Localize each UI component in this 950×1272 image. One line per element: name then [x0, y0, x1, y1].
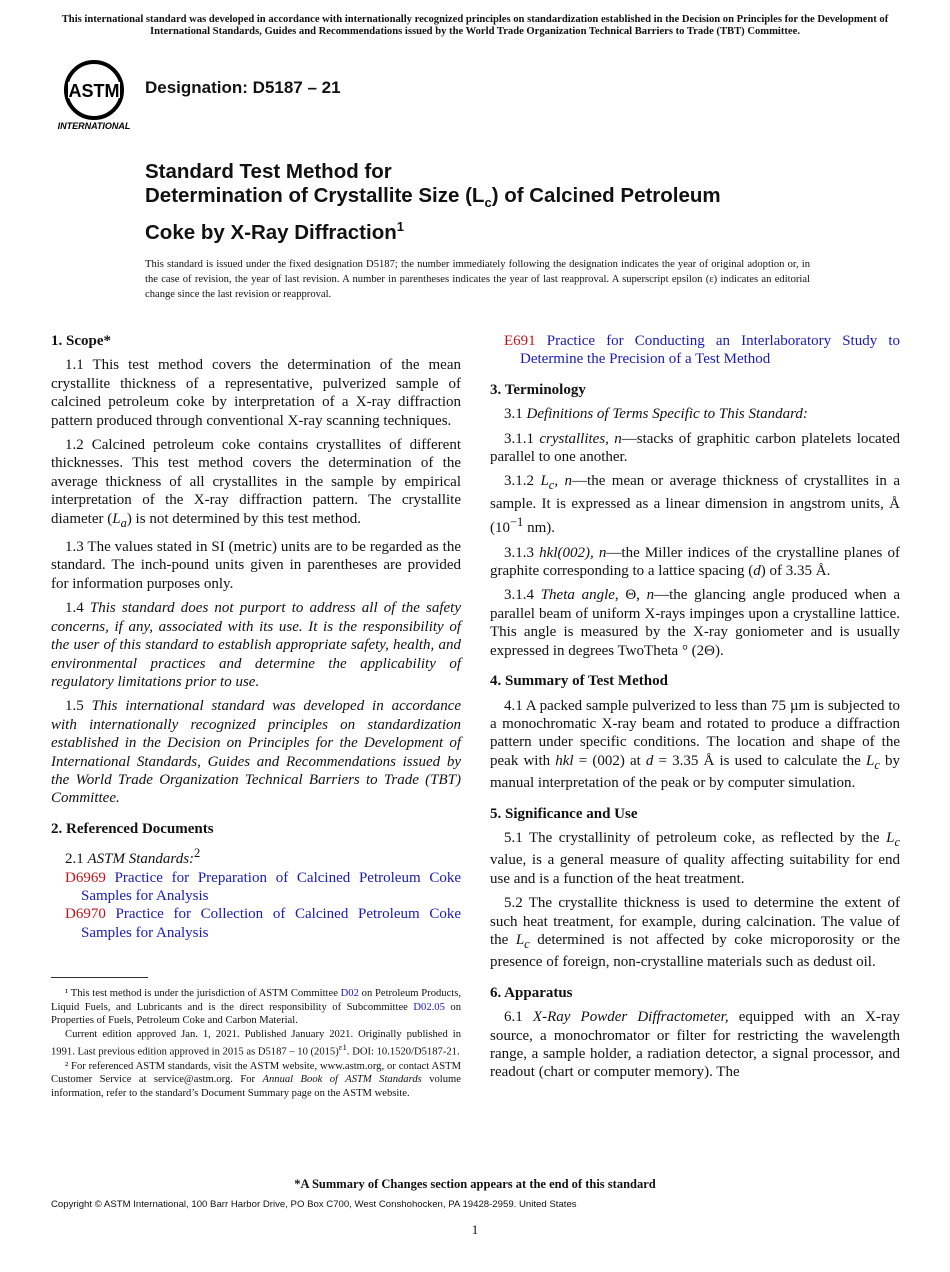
- page-number: 1: [471, 1222, 479, 1237]
- copyright: Copyright © ASTM International, 100 Barr Harbor Drive, PO Box C700, West Conshohocken, PA 19428-2959. United States: [51, 1199, 577, 1210]
- para-4-1: 4.1 A packed sample pulverized to less than 75 µm is subjected to a monochromatic X-ray beam and rotated to produce a diffraction pattern under specific conditions. The location and shape of the peak with hkl = (002) at d = 3.35 Å is used to calculate the $L_c$ by manual interpretation of the peak or by computer simulation.: [490, 697, 901, 792]
- para-1-4: 1.4 This standard does not purport to address all of the safety concerns, if any, associated with its use. It is the responsibility of the user of this standard to establish appropriate safety, health, and environmental practices and determine the applicability of regulatory limitations prior to use.: [51, 600, 462, 690]
- reference-d6969[interactable]: D6969 Practice for Preparation of Calcined Petroleum Coke Samples for Analysis: [65, 869, 462, 904]
- link-d02[interactable]: D02: [340, 988, 359, 999]
- para-1-2: 1.2 Calcined petroleum coke contains crystallites of different thicknesses. This test method covers the determination of the average thickness of all crystallites in the sample by empirical interpretation of the X-ray diffraction pattern. The crystallite diameter $(L_a)$ is not determined by this test method.: [51, 437, 461, 530]
- footnote-divider: [51, 977, 148, 978]
- para-1-3: 1.3 The values stated in SI (metric) units are to be regarded as the standard. The inch-pound units given in parentheses are provided for information purposes only.: [51, 539, 461, 592]
- section-summary-heading: 4. Summary of Test Method: [490, 673, 668, 690]
- title-line-3: Coke by X-Ray Diffraction$^1$: [145, 219, 404, 244]
- para-1-5: 1.5 This international standard was developed in accordance with internationally recognized principles on standardization established in the Decision on Principles for the Development of International Standards, Guides and Recommendations issued by the World Trade Organization Technical Barriers to Trade (TBT) Committee.: [51, 698, 462, 807]
- astm-logo: [54, 58, 134, 132]
- para-5-2: 5.2 The crystallite thickness is used to determine the extent of such heat treatment, for example, during calcination. The value of the $L_c$ determined is not affected by coke microporosity or the presence of foreign, non-crystalline materials such as dedust oil.: [490, 895, 901, 971]
- footnote-1: ¹ This test method is under the jurisdiction of ASTM Committee D02 on Petroleum Products, Liquid Fuels, and Lubricants and is the direct responsibility of Subcommittee D02.05 on Properties of Fuels, Petroleum Coke and Carbon Material.: [51, 988, 462, 1027]
- title-line-2: Determination of Crystallite Size $(L_c)$ of Calcined Petroleum: [145, 184, 721, 211]
- tbt-banner: This international standard was developed in accordance with internationally recognized principles on standardization established in the Decision on Principles for the Development of International Standards, Guides and Recommendations issued by the World Trade Organization Technical Barriers to Trade (TBT) Committee.: [61, 14, 889, 37]
- section-apparatus-heading: 6. Apparatus: [490, 984, 573, 1001]
- logo-text: ASTM: [68, 81, 120, 101]
- standard-note: This standard is issued under the fixed designation D5187; the number immediately following the designation indicates the year of original adoption or, in the case of revision, the year of last revision. A number in parentheses indicates the year of last reapproval. A superscript epsilon (ε) indicates an editorial change since the last revision or reapproval.: [145, 259, 810, 300]
- footnote-2: ² For referenced ASTM standards, visit the ASTM website, www.astm.org, or contact ASTM Customer Service at service@astm.org. For Annual Book of ASTM Standards volume information, refer to the standard’s Document Summary page on the ASTM website.: [51, 1060, 461, 1099]
- designation: Designation: D5187 – 21: [145, 78, 341, 97]
- left-column: [51, 332, 461, 942]
- reference-d6970[interactable]: D6970 Practice for Collection of Calcined Petroleum Coke Samples for Analysis: [65, 906, 461, 941]
- para-3-1: 3.1 Definitions of Terms Specific to This Standard:: [504, 406, 808, 423]
- para-5-1: 5.1 The crystallinity of petroleum coke, as reflected by the $L_c$ value, is a general measure of quality affecting suitability for end use and is a function of the heat treatment.: [490, 829, 900, 887]
- footnote-1-edition: Current edition approved Jan. 1, 2021. Published January 2021. Originally published in 1991. Last previous edition approved in 2015 as D5187 – 10 $(2015)^{\varepsilon 1}$. DOI: 10.1520/D5187-21.: [51, 1028, 461, 1058]
- para-3-1-4: 3.1.4 Theta angle, Θ, n—the glancing angle produced when a parallel beam of uniform X-rays impinges upon a crystalline lattice. This angle is measured by the X-ray goniometer and is usually expressed in degrees TwoTheta ° (2Θ).: [490, 587, 900, 659]
- para-3-1-2: 3.1.2 $L_c$, n—the mean or average thickness of crystallites in a sample. It is expressed as a linear dimension in angstrom units, Å ($10^{-1}$ nm).: [490, 473, 901, 537]
- section-significance-heading: 5. Significance and Use: [490, 805, 638, 822]
- para-1-1: 1.1 This test method covers the determination of the mean crystallite thickness of a representative, pulverized sample of calcined petroleum coke by interpretation of a X-ray diffraction pattern produced through conventional X-ray scanning techniques.: [51, 357, 461, 429]
- para-2-1: 2.1 ASTM Standards:$^2$: [65, 846, 201, 868]
- logo-subtext: INTERNATIONAL: [57, 121, 131, 131]
- section-referenced-heading: 2. Referenced Documents: [51, 820, 214, 837]
- para-6-1: 6.1 X-Ray Powder Diffractometer, equipped with an X-ray source, a monochromator or filter for restricting the wavelength range, a sample holder, a radiation detector, a signal processor, and readout (chart or computer memory). The: [490, 1009, 900, 1081]
- link-d02-05[interactable]: D02.05: [413, 1001, 445, 1013]
- section-scope-heading: 1. Scope*: [51, 333, 111, 349]
- section-terminology-heading: 3. Terminology: [490, 381, 586, 398]
- summary-of-changes-note: *A Summary of Changes section appears at the end of this standard: [294, 1177, 656, 1191]
- title-line-1: Standard Test Method for: [145, 160, 392, 183]
- reference-e691[interactable]: E691 Practice for Conducting an Interlaboratory Study to Determine the Precision of a Test Method: [504, 333, 900, 368]
- para-3-1-1: 3.1.1 crystallites, n—stacks of graphitic carbon platelets located parallel to one another.: [490, 430, 901, 466]
- right-column: [490, 332, 900, 1088]
- para-3-1-3: 3.1.3 hkl(002), n—the Miller indices of the crystalline planes of graphite corresponding to a lattice spacing (d) of 3.35 Å.: [490, 544, 900, 580]
- document-title: [145, 160, 845, 245]
- footnotes: [51, 987, 461, 1100]
